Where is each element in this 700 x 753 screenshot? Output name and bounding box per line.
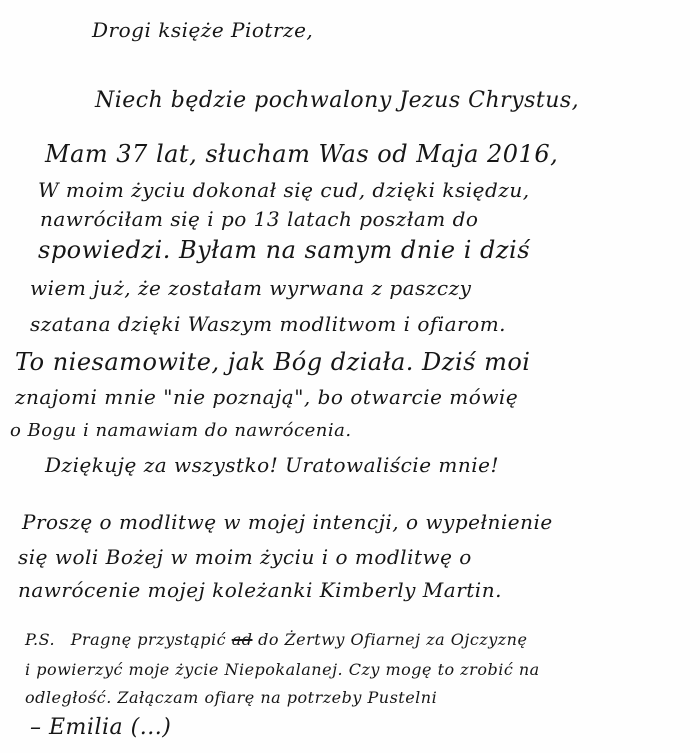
letter-line-6: szatana dzięki Waszym modlitwom i ofiarom. <box>30 312 507 336</box>
letter-line-9: o Bogu i namawiam do nawrócenia. <box>10 420 352 441</box>
letter-line-10: Dziękuję za wszystko! Uratowaliście mnie! <box>45 453 500 477</box>
ps-line-1-end: do Żertwy Ofiarnej za Ojczyznę <box>258 630 528 649</box>
request-line-2: się woli Bożej w moim życiu i o modlitwę o <box>18 545 472 569</box>
signature: – Emilia (...) <box>30 715 172 740</box>
ps-label: P.S. <box>25 630 56 649</box>
letter-line-8: znajomi mnie "nie poznają", bo otwarcie mówię <box>15 385 519 409</box>
ps-line-3: odległość. Załączam ofiarę na potrzeby Pustelni <box>25 688 438 707</box>
letter-salutation: Niech będzie pochwalony Jezus Chrystus, <box>95 88 580 113</box>
letter-line-4: spowiedzi. Byłam na samym dnie i dziś <box>38 236 531 264</box>
letter-greeting: Drogi księże Piotrze, <box>92 18 314 42</box>
letter-line-1: Mam 37 lat, słucham Was od Maja 2016, <box>45 140 559 168</box>
ps-line-1-start: Pragnę przystąpić <box>70 630 227 649</box>
letter-line-2: W moim życiu dokonał się cud, dzięki księdzu, <box>38 178 530 202</box>
request-line-1: Proszę o modlitwę w mojej intencji, o wypełnienie <box>22 510 553 534</box>
letter-line-7: To niesamowite, jak Bóg działa. Dziś moi <box>15 348 531 376</box>
ps-line-1 <box>25 630 527 649</box>
ps-line-2: i powierzyć moje życie Niepokalanej. Czy mogę to zrobić na <box>25 660 540 679</box>
ps-crossed-word: ad <box>231 630 253 649</box>
letter-line-5: wiem już, że zostałam wyrwana z paszczy <box>30 276 472 300</box>
request-line-3: nawrócenie mojej koleżanki Kimberly Martin. <box>18 578 502 602</box>
letter-line-3: nawróciłam się i po 13 latach poszłam do <box>40 207 479 231</box>
